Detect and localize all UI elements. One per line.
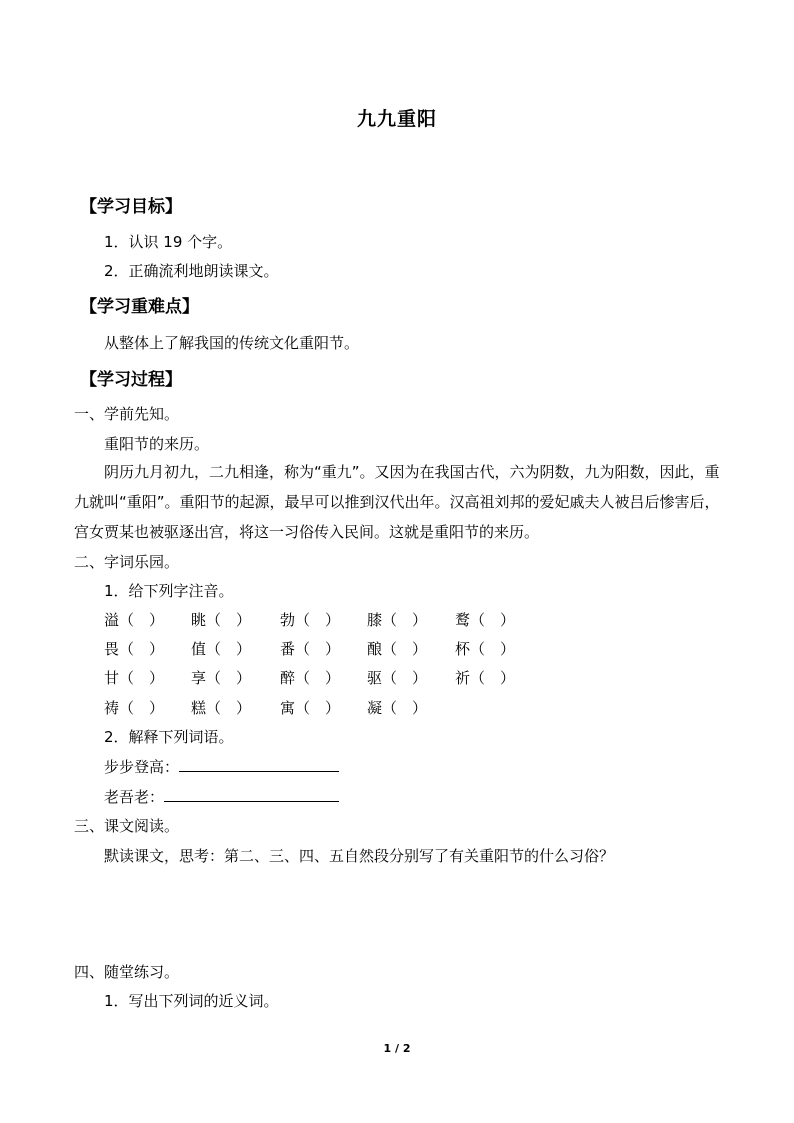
goal-item: 2．正确流利地朗读课文。	[104, 262, 279, 280]
pinyin-char: 甘（ ）	[104, 669, 165, 687]
section-heading-process: 【学习过程】	[80, 370, 182, 390]
pinyin-char: 祷（ ）	[104, 699, 165, 717]
part2-question-2: 2．解释下列词语。	[104, 728, 234, 746]
part2-heading: 二、字词乐园。	[74, 553, 180, 571]
part3-question: 默读课文，思考：第二、三、四、五自然段分别写了有关重阳节的什么习俗？	[104, 847, 615, 865]
word-label: 步步登高：	[104, 758, 180, 776]
pinyin-char: 驱（ ）	[367, 669, 428, 687]
word-item-1	[104, 757, 339, 777]
part1-paragraph: 阴历九月初九，二九相逢，称为“重九”。又因为在我国古代，六为阴数，九为阳数，因此，重九就叫“重阳”。重阳节的起源，最早可以推到汉代出年。汉高祖刘邦的爱妃戚夫人被吕后惨害后，宫女贾某也被驱逐出宫，将这一习俗传入民间。这就是重阳节的来历。	[74, 463, 720, 541]
pinyin-char: 醉（ ）	[280, 669, 341, 687]
pinyin-char: 杯（ ）	[455, 640, 516, 658]
pinyin-char: 糕（ ）	[191, 699, 252, 717]
pinyin-char: 膝（ ）	[367, 611, 428, 629]
pinyin-char: 眺（ ）	[191, 611, 252, 629]
goal-item: 1．认识 19 个字。	[104, 233, 233, 251]
pinyin-char: 凝（ ）	[367, 699, 428, 717]
part1-subheading: 重阳节的来历。	[104, 435, 210, 453]
pinyin-char: 鹜（ ）	[455, 611, 516, 629]
part4-question-1: 1．写出下列词的近义词。	[104, 992, 279, 1010]
part1-heading: 一、学前先知。	[74, 405, 180, 423]
page-number: 1 / 2	[383, 1042, 411, 1055]
pinyin-char: 酿（ ）	[367, 640, 428, 658]
answer-blank[interactable]	[179, 757, 339, 772]
pinyin-char: 溢（ ）	[104, 611, 165, 629]
part4-heading: 四、随堂练习。	[74, 963, 180, 981]
pinyin-char: 寓（ ）	[280, 699, 341, 717]
pinyin-char: 番（ ）	[280, 640, 341, 658]
word-label: 老吾老：	[104, 788, 165, 806]
document-title: 九九重阳	[356, 108, 437, 130]
pinyin-char: 祈（ ）	[455, 669, 516, 687]
pinyin-char: 值（ ）	[191, 640, 252, 658]
word-item-2	[104, 787, 339, 807]
answer-blank[interactable]	[164, 787, 339, 802]
part3-heading: 三、课文阅读。	[74, 817, 180, 835]
pinyin-char: 勃（ ）	[280, 611, 341, 629]
part2-question-1: 1．给下列字注音。	[104, 582, 234, 600]
pinyin-char: 畏（ ）	[104, 640, 165, 658]
key-points-text: 从整体上了解我国的传统文化重阳节。	[104, 334, 360, 352]
pinyin-char: 享（ ）	[191, 669, 252, 687]
section-heading-goals: 【学习目标】	[80, 197, 182, 217]
section-heading-key-points: 【学习重难点】	[80, 297, 199, 317]
